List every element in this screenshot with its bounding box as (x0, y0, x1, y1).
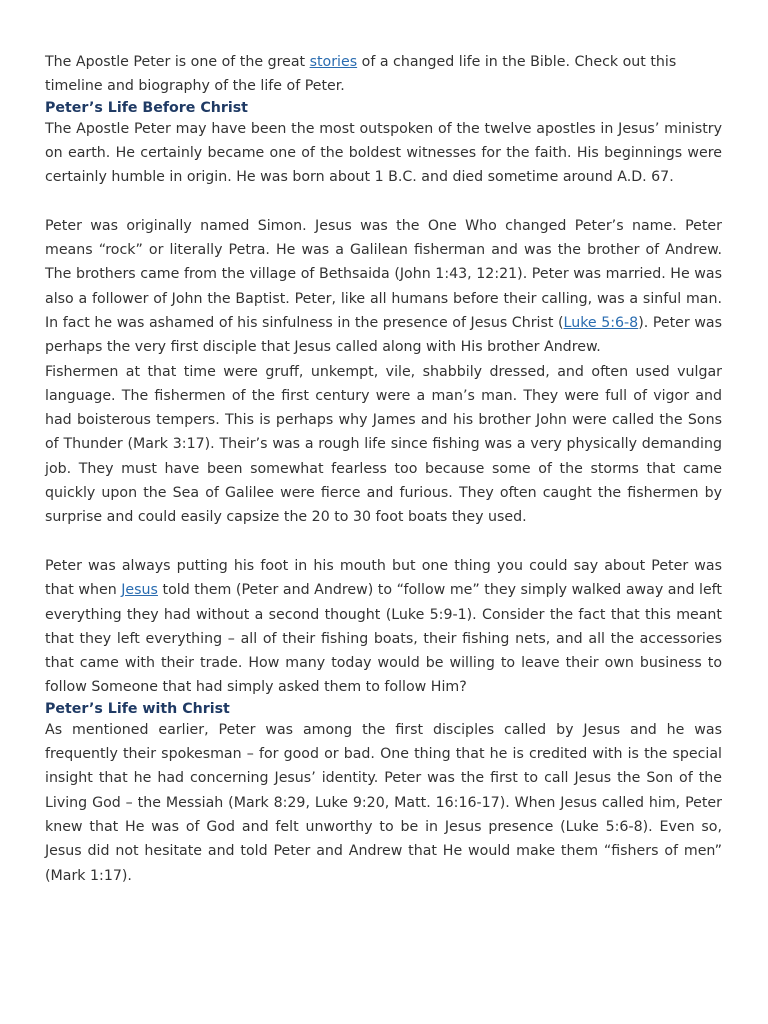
paragraph-first-disciples: As mentioned earlier, Peter was among the first disciples called by Jesus and he was frequently their spokesman – for good or bad. One thing that he is credited with is the special insight that he had concerning Jesus’ identity. Peter was the first to call Jesus the Son of the Living God – the Messiah (Mark 8:29, Luke 9:20, Matt. 16:16-17). When Jesus called him, Peter knew that He was of God and felt unworthy to be in Jesus presence (Luke 5:6-8). Even so, Jesus did not hesitate and told Peter and Andrew that He would make them “fishers of men” (Mark 1:17). (45, 721, 722, 884)
intro-text-end: of a changed life in the Bible. Check out this timeline and biography of the life of Peter. (45, 54, 677, 95)
paragraph-text-start: Peter was originally named Simon. Jesus was the One Who changed Peter’s name. Peter means “rock” or literally Petra. He was a Galilean fisherman and was the brother of Andrew. The brothers came from the village of Bethsaida (John 1:43, 12:21). Peter was married. He was also a follower of John the Baptist. Peter, like all humans before their calling, was a sinful man. In fact he was ashamed of his sinfulness in the presence of Jesus Christ ( (45, 217, 722, 331)
paragraph-foot-in-mouth (45, 554, 722, 700)
paragraph-named-simon (45, 214, 722, 360)
section-heading-before-christ: Peter’s Life Before Christ (45, 99, 248, 116)
paragraph-text-start: Peter was always putting his foot in his mouth but one thing you could say about Peter was that when (45, 557, 722, 599)
paragraph-outspoken: The Apostle Peter may have been the most outspoken of the twelve apostles in Jesus’ ministry on earth. He certainly became one of the boldest witnesses for the faith. His beginnings were certainly humble in origin. He was born about 1 B.C. and died sometime around A.D. 67. (45, 120, 722, 186)
paragraph-spacer (45, 189, 722, 213)
paragraph-text-end: told them (Peter and Andrew) to “follow me” they simply walked away and left everything they had without a second thought (Luke 5:9-1). Consider the fact that this meant that they left everything – all of their fishing boats, their fishing nets, and all the accessories that came with their trade. How many today would be willing to leave their own business to follow Someone that had simply asked them to follow Him? (45, 582, 722, 696)
section-heading-with-christ: Peter’s Life with Christ (45, 700, 230, 717)
paragraph-spacer (45, 530, 722, 554)
intro-text-start: The Apostle Peter is one of the great (45, 54, 310, 70)
intro-paragraph (45, 50, 722, 99)
luke-5-6-8-link[interactable]: Luke 5:6-8 (563, 314, 639, 331)
article-body (45, 50, 722, 888)
jesus-link[interactable]: Jesus (121, 582, 158, 599)
paragraph-text-end: ). Peter was perhaps the very first disciple that Jesus called along with His brother Andrew. (45, 314, 723, 356)
stories-link[interactable]: stories (309, 54, 358, 70)
paragraph-fishermen: Fishermen at that time were gruff, unkempt, vile, shabbily dressed, and often used vulgar language. The fishermen of the first century were a man’s man. They were full of vigor and had boisterous tempers. This is perhaps why James and his brother John were called the Sons of Thunder (Mark 3:17). Their’s was a rough life since fishing was a very physically demanding job. They must have been somewhat fearless too because some of the storms that came quickly upon the Sea of Galilee were fierce and furious. They often caught the fishermen by surprise and could easily capsize the 20 to 30 foot boats they used. (45, 363, 722, 526)
